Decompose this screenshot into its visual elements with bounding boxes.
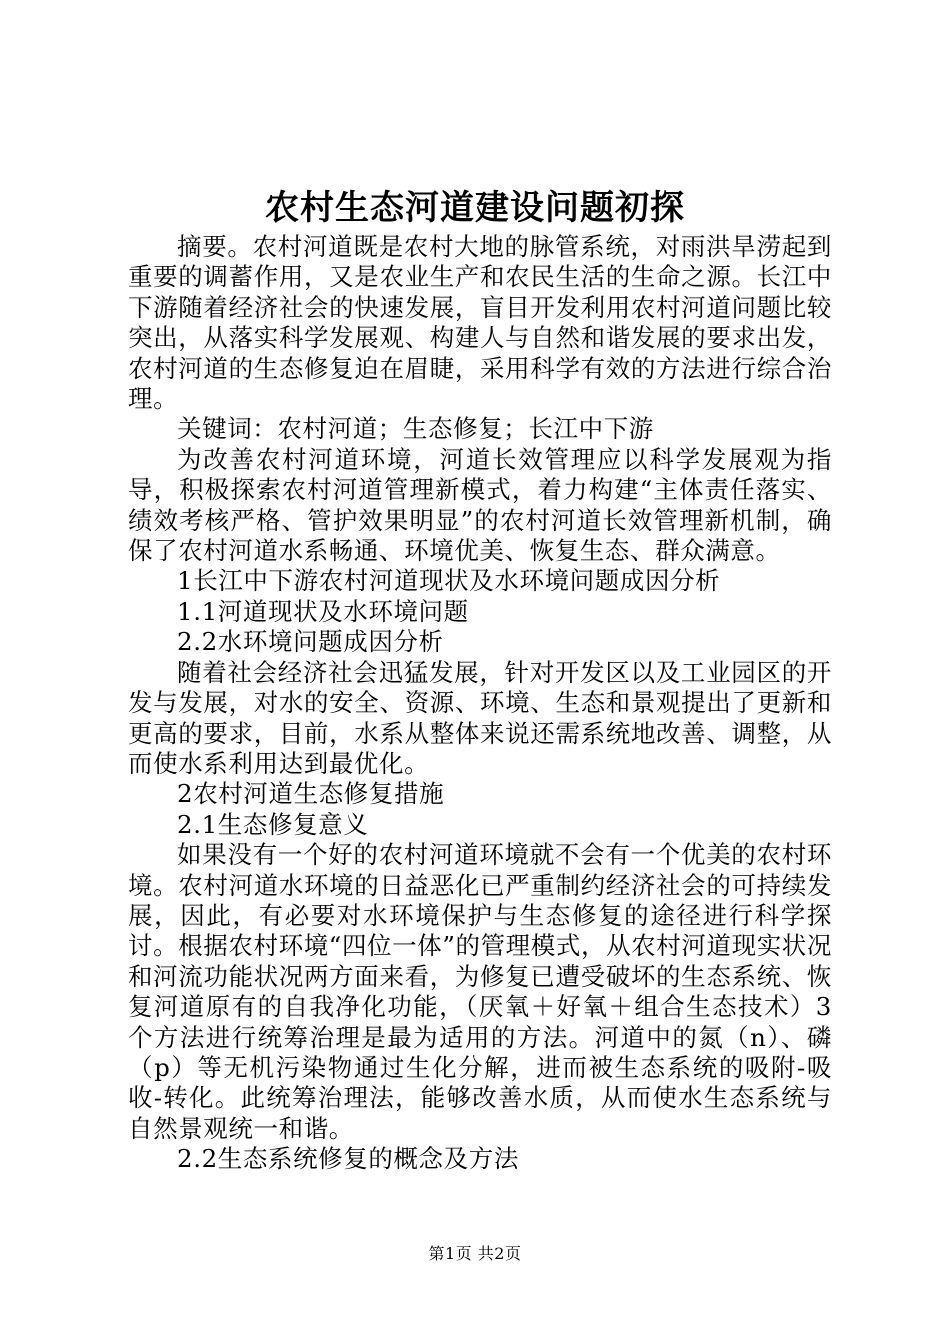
page-footer: 第1页 共2页 [428, 1244, 522, 1263]
document-body [128, 232, 832, 1175]
subsection-heading-2-1: 2.1生态修复意义 [177, 809, 369, 839]
intro-paragraph: 为改善农村河道环境，河道长效管理应以科学发展观为指导，积极探索农村河道管理新模式，着力构建“主体责任落实、绩效考核严格、管护效果明显”的农村河道长效管理新机制，确保了农村河道水系畅通、环境优美、恢复生态、群众满意。 [128, 444, 832, 566]
abstract-paragraph: 摘要。农村河道既是农村大地的脉管系统，对雨洪旱涝起到重要的调蓄作用，又是农业生产和农民生活的生命之源。长江中下游随着经济社会的快速发展，盲目开发利用农村河道问题比较突出，从落实科学发展观、构建人与自然和谐发展的要求出发，农村河道的生态修复迫在眉睫，采用科学有效的方法进行综合治理。 [128, 232, 832, 414]
document-title: 农村生态河道建设问题初探 [265, 188, 685, 228]
subsection-heading-2-2-causes: 2.2水环境问题成因分析 [177, 627, 444, 657]
section-heading-1: 1长江中下游农村河道现状及水环境问题成因分析 [177, 566, 721, 596]
keywords-paragraph: 关键词：农村河道；生态修复；长江中下游 [177, 414, 654, 444]
body-paragraph: 如果没有一个好的农村河道环境就不会有一个优美的农村环境。农村河道水环境的日益恶化已严重制约经济社会的可持续发展，因此，有必要对水环境保护与生态修复的途径进行科学探讨。根据农村环境“四位一体”的管理模式，从农村河道现实状况和河流功能状况两方面来看，为修复已遭受破坏的生态系统、恢复河道原有的自我净化功能，（厌氧＋好氧＋组合生态技术）3个方法进行统筹治理是最为适用的方法。河道中的氮（n）、磷（p）等无机污染物通过生化分解，进而被生态系统的吸附-吸收-转化。此统筹治理法，能够改善水质，从而使水生态系统与自然景观统一和谐。 [128, 840, 832, 1143]
body-paragraph: 随着社会经济社会迅猛发展，针对开发区以及工业园区的开发与发展，对水的安全、资源、环境、生态和景观提出了更新和更高的要求，目前，水系从整体来说还需系统地改善、调整，从而使水系利用达到最优化。 [128, 657, 832, 778]
subsection-heading-1-1: 1.1河道现状及水环境问题 [177, 596, 469, 626]
subsection-heading-2-2: 2.2生态系统修复的概念及方法 [177, 1144, 519, 1174]
section-heading-2: 2农村河道生态修复措施 [177, 779, 445, 809]
